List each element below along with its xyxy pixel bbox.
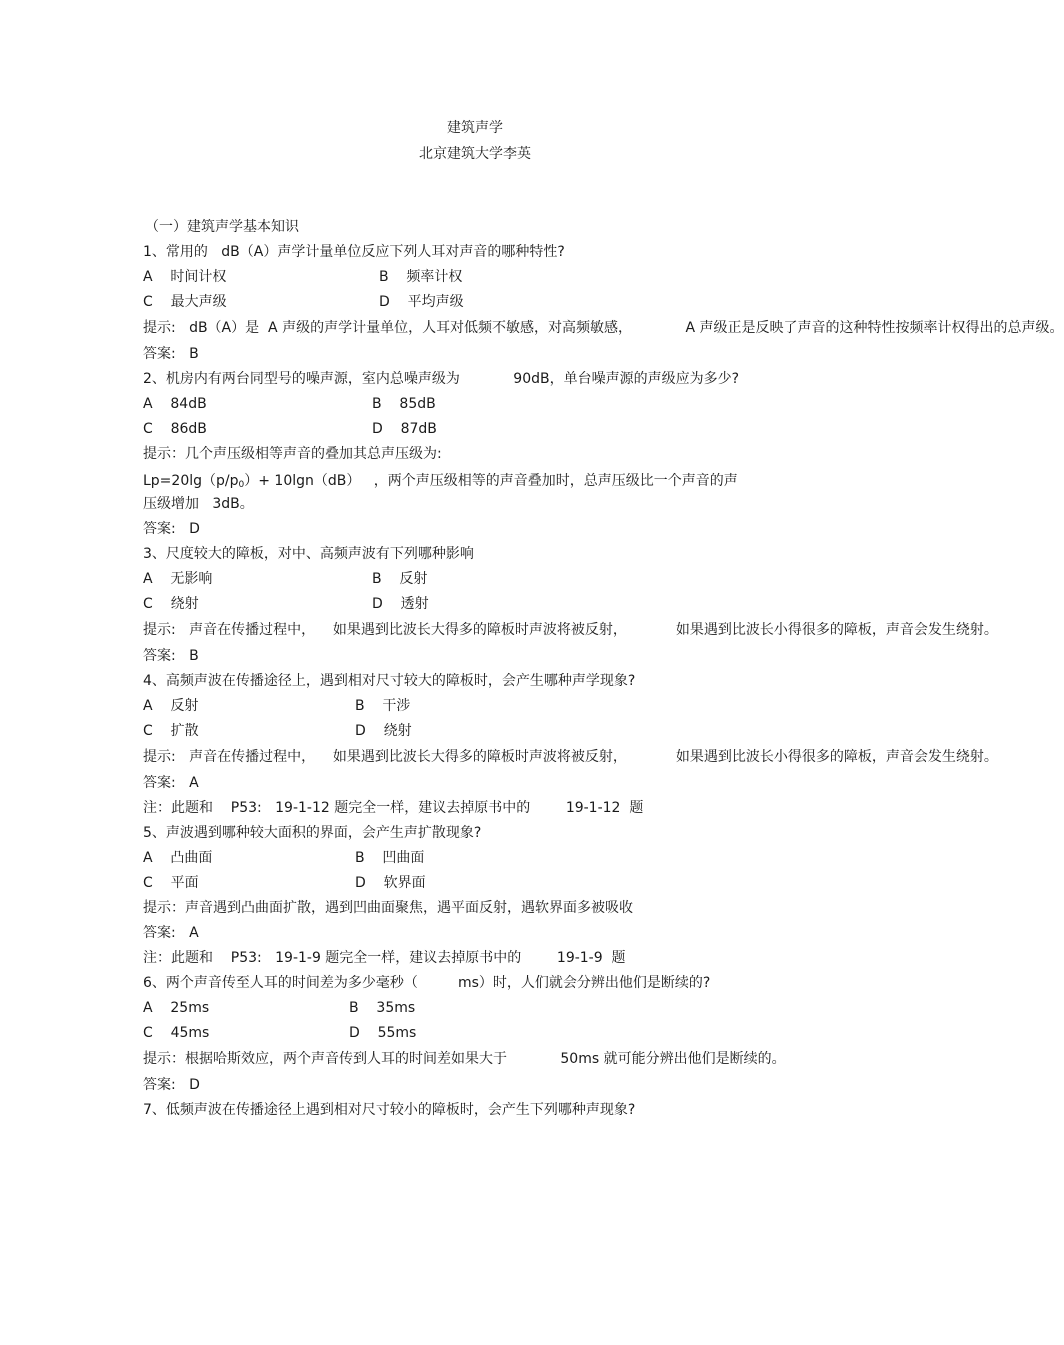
option-d: D 绕射	[355, 723, 412, 739]
question-3: 3、尺度较大的障板，对中、高频声波有下列哪种影响	[143, 546, 474, 562]
options-row	[143, 998, 808, 1023]
options-row	[143, 1023, 808, 1048]
document-body	[143, 217, 1064, 1125]
option-d: D 平均声级	[379, 294, 464, 310]
hint-1: 提示: dB（A）是 A 声级的声学计量单位，人耳对低频不敏感，对高频敏感， A 声级正是反映了声音的这种特性按频率计权得出的总声级。	[143, 320, 1064, 336]
options-row	[143, 848, 808, 873]
question-4: 4、高频声波在传播途径上，遇到相对尺寸较大的障板时，会产生哪种声学现象?	[143, 673, 636, 689]
option-a: A 时间计权	[143, 269, 227, 285]
hint-4: 提示: 声音在传播过程中， 如果遇到比波长大得多的障板时声波将被反射， 如果遇到比波长小得很多的障板，声音会发生绕射。	[143, 749, 998, 765]
question-1: 1、常用的 dB（A）声学计量单位反应下列人耳对声音的哪种特性?	[143, 244, 565, 260]
hint-2-formula: $Lp=20\lg(p/p_0)+ 10\lg n(dB)$ ，两个声压级相等的声音叠加时，总声压级比一个声音的声	[143, 473, 738, 490]
option-a: A 反射	[143, 698, 199, 714]
option-b: B 干涉	[355, 698, 411, 714]
answer-1: 答案: B	[143, 346, 199, 362]
answer-6: 答案: D	[143, 1077, 200, 1093]
question-2: 2、机房内有两台同型号的噪声源，室内总噪声级为 90dB，单台噪声源的声级应为多少?	[143, 371, 740, 387]
option-c: C 扩散	[143, 723, 199, 739]
hint-6: 提示：根据哈斯效应，两个声音传到人耳的时间差如果大于 50ms 就可能分辨出他们是断续的。	[143, 1051, 786, 1067]
option-d: D 软界面	[355, 875, 426, 891]
answer-4: 答案: A	[143, 775, 199, 791]
option-d: D 55ms	[349, 1025, 417, 1041]
section-heading: （一）建筑声学基本知识	[145, 219, 299, 235]
options-row	[143, 292, 808, 317]
option-b: B 频率计权	[379, 269, 463, 285]
option-b: B 35ms	[349, 1000, 416, 1016]
option-c: C 绕射	[143, 596, 199, 612]
option-a: A 25ms	[143, 1000, 210, 1016]
hint-5: 提示：声音遇到凸曲面扩散，遇到凹曲面聚焦，遇平面反射，遇软界面多被吸收	[143, 900, 633, 916]
note-4: 注：此题和 P53: 19-1-12 题完全一样，建议去掉原书中的 19-1-12 题	[143, 800, 644, 816]
question-5: 5、声波遇到哪种较大面积的界面，会产生声扩散现象?	[143, 825, 482, 841]
option-a: A 无影响	[143, 571, 213, 587]
option-c: C 86dB	[143, 421, 207, 437]
options-row	[143, 267, 808, 292]
hint-3: 提示: 声音在传播过程中， 如果遇到比波长大得多的障板时声波将被反射， 如果遇到比波长小得很多的障板，声音会发生绕射。	[143, 622, 998, 638]
options-row	[143, 696, 808, 721]
subscript-zero: 0	[238, 480, 245, 490]
answer-2: 答案: D	[143, 521, 200, 537]
option-d: D 87dB	[372, 421, 437, 437]
options-row	[143, 721, 808, 746]
option-c: C 最大声级	[143, 294, 227, 310]
options-row	[143, 594, 808, 619]
option-b: B 反射	[372, 571, 428, 587]
question-6: 6、两个声音传至人耳的时间差为多少毫秒（ ms）时，人们就会分辨出他们是断续的?	[143, 975, 711, 991]
question-7: 7、低频声波在传播途径上遇到相对尺寸较小的障板时，会产生下列哪种声现象?	[143, 1102, 636, 1118]
option-a: A 84dB	[143, 396, 207, 412]
option-d: D 透射	[372, 596, 429, 612]
note-5: 注：此题和 P53: 19-1-9 题完全一样，建议去掉原书中的 19-1-9 题	[143, 950, 626, 966]
option-c: C 平面	[143, 875, 199, 891]
hint-2-formula-cont: 压级增加 3dB。	[143, 496, 254, 512]
option-b: B 85dB	[372, 396, 436, 412]
hint-2-intro: 提示：几个声压级相等声音的叠加其总声压级为:	[143, 446, 442, 462]
options-row	[143, 419, 808, 444]
answer-3: 答案: B	[143, 648, 199, 664]
document-author: 北京建筑大学李英	[419, 146, 531, 162]
options-row	[143, 394, 808, 419]
option-a: A 凸曲面	[143, 850, 213, 866]
options-row	[143, 873, 808, 898]
option-c: C 45ms	[143, 1025, 210, 1041]
option-b: B 凹曲面	[355, 850, 425, 866]
document-title: 建筑声学	[447, 120, 503, 136]
options-row	[143, 569, 808, 594]
answer-5: 答案: A	[143, 925, 199, 941]
